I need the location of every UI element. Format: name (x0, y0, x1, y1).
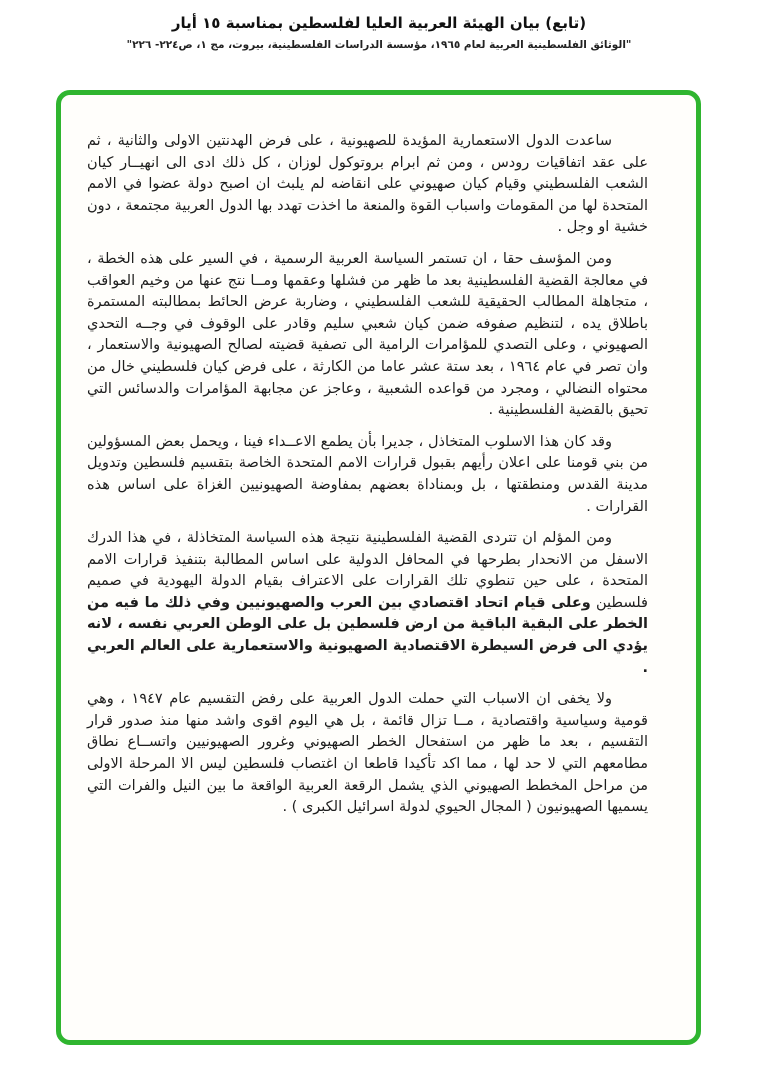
page-title: (تابع) بيان الهيئة العربية العليا لفلسطين بمناسبة ١٥ أيار (171, 14, 587, 32)
source-citation: "الوثائق الفلسطينية العربية لعام ١٩٦٥، مؤسسة الدراسات الفلسطينية، بيروت، مج ١، ص٢٢٤- ٢٢٦" (126, 39, 632, 51)
scanned-text-body (61, 95, 696, 849)
paragraph-1: ساعدت الدول الاستعمارية المؤيدة للصهيونية ، على فرض الهدنتين الاولى والثانية ، ثم على عقد اتفاقيات رودس ، ومن ثم ابرام بروتوكول لوزان ، كل ذلك ادى الى انهيــار كيان الشعب الفلسطيني وقيام كيان صهيوني على انقاضه لم يلبث ان اصبح دولة عضوا في الامم المتحدة لها من المقومات واسباب القوة والمنعة ما اخذت تهدد بها الدول العربية مجتمعة ، دون خشية او وجل . (87, 133, 648, 236)
document-header (0, 0, 758, 51)
green-frame (56, 90, 701, 1045)
paragraph-4 (87, 528, 648, 679)
paragraph-5: ولا يخفى ان الاسباب التي حملت الدول العربية على رفض التقسيم عام ١٩٤٧ ، وهي قومية وسياسية واقتصادية ، مــا تزال قائمة ، بل هي اليوم اقوى واشد منها منذ صدور قرار التقسيم ، بعد ما ظهر من استفحال الخطر الصهيوني وغرور الصهيونيين واتســاع نطاق مطامعهم التي لا حد لها ، مما اكد تأكيدا قاطعا ان اغتصاب فلسطين ليس الا المرحلة الاولى من مراحل المخطط الصهيوني الذي يشمل الرقعة العربية الواقعة ما بين النيل والفرات التي يسميها الصهيونيون ( المجال الحيوي لدولة اسرائيل الكبرى ) . (87, 691, 648, 816)
paragraph-4-normal-text: ومن المؤلم ان تتردى القضية الفلسطينية نتيجة هذه السياسة المتخاذلة ، في هذا الدرك الاسفل من الانحدار بطرحها في المحافل الدولية على اساس المطالبة بتنفيذ قرارات الامم المتحدة ، على حين تنطوي تلك القرارات على الاعتراف بقيام الدولة اليهودية في صميم فلسطين (87, 530, 648, 611)
paragraph-3: وقد كان هذا الاسلوب المتخاذل ، جديرا بأن يطمع الاعــداء فينا ، ويحمل بعض المسؤولين من بني قومنا على اعلان رأيهم بقبول قرارات الامم المتحدة الخاصة بتقسيم فلسطين وتدويل مدينة القدس ومنطقتها ، بل وبمناداة بعضهم بمفاوضة الصهيونيين الغزاة على اساس هذه القرارات . (87, 433, 648, 515)
paragraph-2: ومن المؤسف حقا ، ان تستمر السياسة العربية الرسمية ، في السير على هذه الخطة ، في معالجة القضية الفلسطينية بعد ما ظهر من فشلها وعقمها ومــا نتج عنها من وخيم العواقب ، متجاهلة المطالب الحقيقية للشعب الفلسطيني ، وضاربة عرض الحائط بمطالبته المستمرة باطلاق يده ، لتنظيم صفوفه ضمن كيان شعبي سليم وقادر على الوقوف في وجــه التحدي الصهيوني ، وعلى التصدي للمؤامرات الرامية الى تصفية قضيته لصالح الصهيونية والاستعمار ، وان تصر في عام ١٩٦٤ ، بعد ستة عشر عاما من الكارثة ، على فرض كيان فلسطيني خال من محتواه النضالي ، ومجرد من قواعده الشعبية ، وعاجز عن مجابهة المؤامرات والدسائس التي تحيق بالقضية الفلسطينية . (87, 250, 648, 419)
paragraph-4-bold-text: وعلى قيام اتحاد اقتصادي بين العرب والصهيونيين وفي ذلك ما فيه من الخطر على البقية الباقية من ارض فلسطين بل على الوطن العربي نفسه ، لانه يؤدي الى فرض السيطرة الاقتصادية الصهيونية والاستعمارية على العالم العربي . (87, 594, 648, 676)
